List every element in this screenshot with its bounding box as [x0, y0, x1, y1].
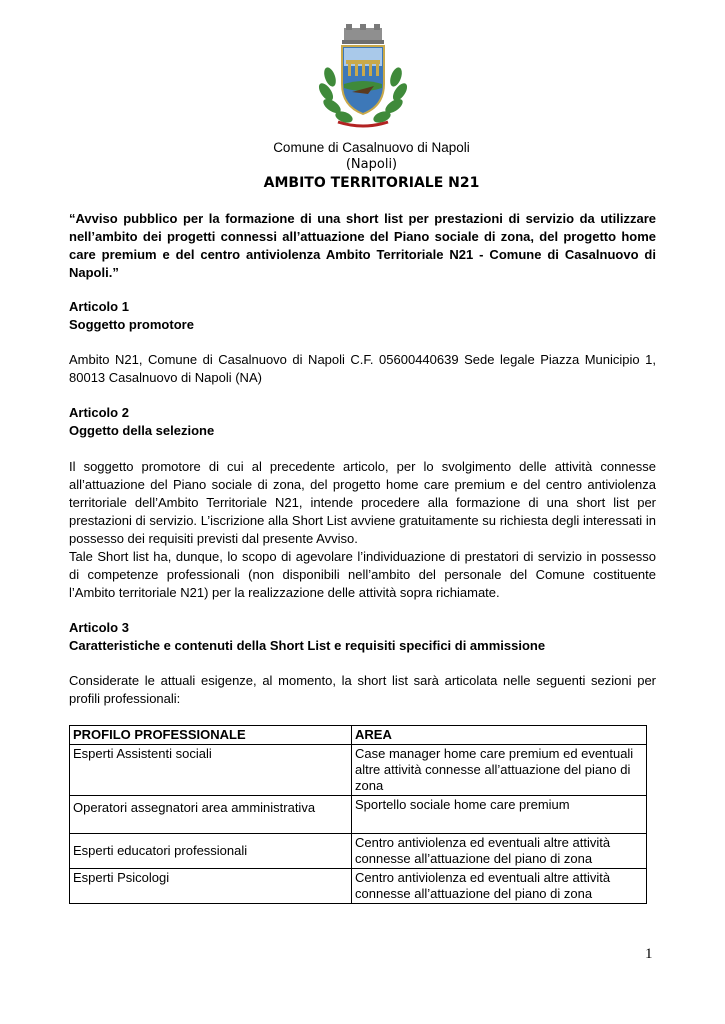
table-cell-area: Sportello sociale home care premium	[352, 796, 647, 834]
ambito-title: AMBITO TERRITORIALE N21	[263, 175, 480, 191]
table-cell-profile: Esperti Assistenti sociali	[70, 745, 352, 796]
table-cell-profile: Operatori assegnatori area amministrativa	[70, 796, 352, 834]
table-row	[70, 796, 647, 834]
table-cell-profile: Esperti Psicologi	[70, 869, 352, 904]
table-cell-area: Case manager home care premium ed eventuali altre attività connesse all’attuazione del piano di zona	[352, 745, 647, 796]
article-2-title: Oggetto della selezione	[69, 423, 215, 438]
article-2-body-2: Tale Short list ha, dunque, lo scopo di agevolare l’individuazione di prestatori di servizio in possesso di competenze professionali (non disponibili nell’ambito del personale del Comune costituente l’Ambito territoriale N21) per la realizzazione delle attività sopra richiamate.	[69, 549, 656, 600]
article-3-title: Caratteristiche e contenuti della Short List e requisiti specifici di ammissione	[69, 638, 546, 653]
table-header-profile: PROFILO PROFESSIONALE	[70, 726, 352, 745]
article-1-body: Ambito N21, Comune di Casalnuovo di Napoli C.F. 05600440639 Sede legale Piazza Municipio 1, 80013 Casalnuovo di Napoli (NA)	[69, 352, 656, 385]
article-1-number: Articolo 1	[69, 299, 129, 314]
table-row	[70, 834, 647, 869]
notice-title: “Avviso pubblico per la formazione di una short list per prestazioni di servizio da utilizzare nell’ambito dei progetti connessi all’attuazione del Piano sociale di zona, del progetto home care premium e del centro antiviolenza Ambito Territoriale N21 - Comune di Casalnuovo di Napoli.”	[69, 211, 656, 280]
article-3-number: Articolo 3	[69, 620, 129, 635]
province-name: (Napoli)	[345, 157, 398, 172]
table-cell-area: Centro antiviolenza ed eventuali altre attività connesse all’attuazione del piano di zona	[352, 834, 647, 869]
article-2-number: Articolo 2	[69, 405, 129, 420]
table-row	[70, 745, 647, 796]
article-2-body-1: Il soggetto promotore di cui al precedente articolo, per lo svolgimento delle attività connesse all’attuazione del Piano sociale di zona, del progetto home care premium e del centro antiviolenza territoriale dell’Ambito Territoriale N21, intende procedere alla formazione di una short list per prestazioni di servizio. L’iscrizione alla Short List avviene gratuitamente su richiesta degli interessati in possesso dei requisiti previsti dal presente Avviso.	[69, 459, 656, 546]
municipality-name: Comune di Casalnuovo di Napoli	[273, 140, 470, 155]
article-3-body: Considerate le attuali esigenze, al momento, la short list sarà articolata nelle seguenti sezioni per profili professionali:	[69, 673, 656, 706]
page-number: 1	[645, 946, 653, 962]
municipal-crest-icon	[308, 22, 418, 132]
table-header-row	[70, 726, 647, 745]
table-row	[70, 869, 647, 904]
table-cell-area: Centro antiviolenza ed eventuali altre attività connesse all’attuazione del piano di zona	[352, 869, 647, 904]
table-header-area: AREA	[352, 726, 647, 745]
table-cell-profile: Esperti educatori professionali	[70, 834, 352, 869]
profiles-table	[69, 725, 647, 904]
article-1-title: Soggetto promotore	[69, 317, 194, 332]
